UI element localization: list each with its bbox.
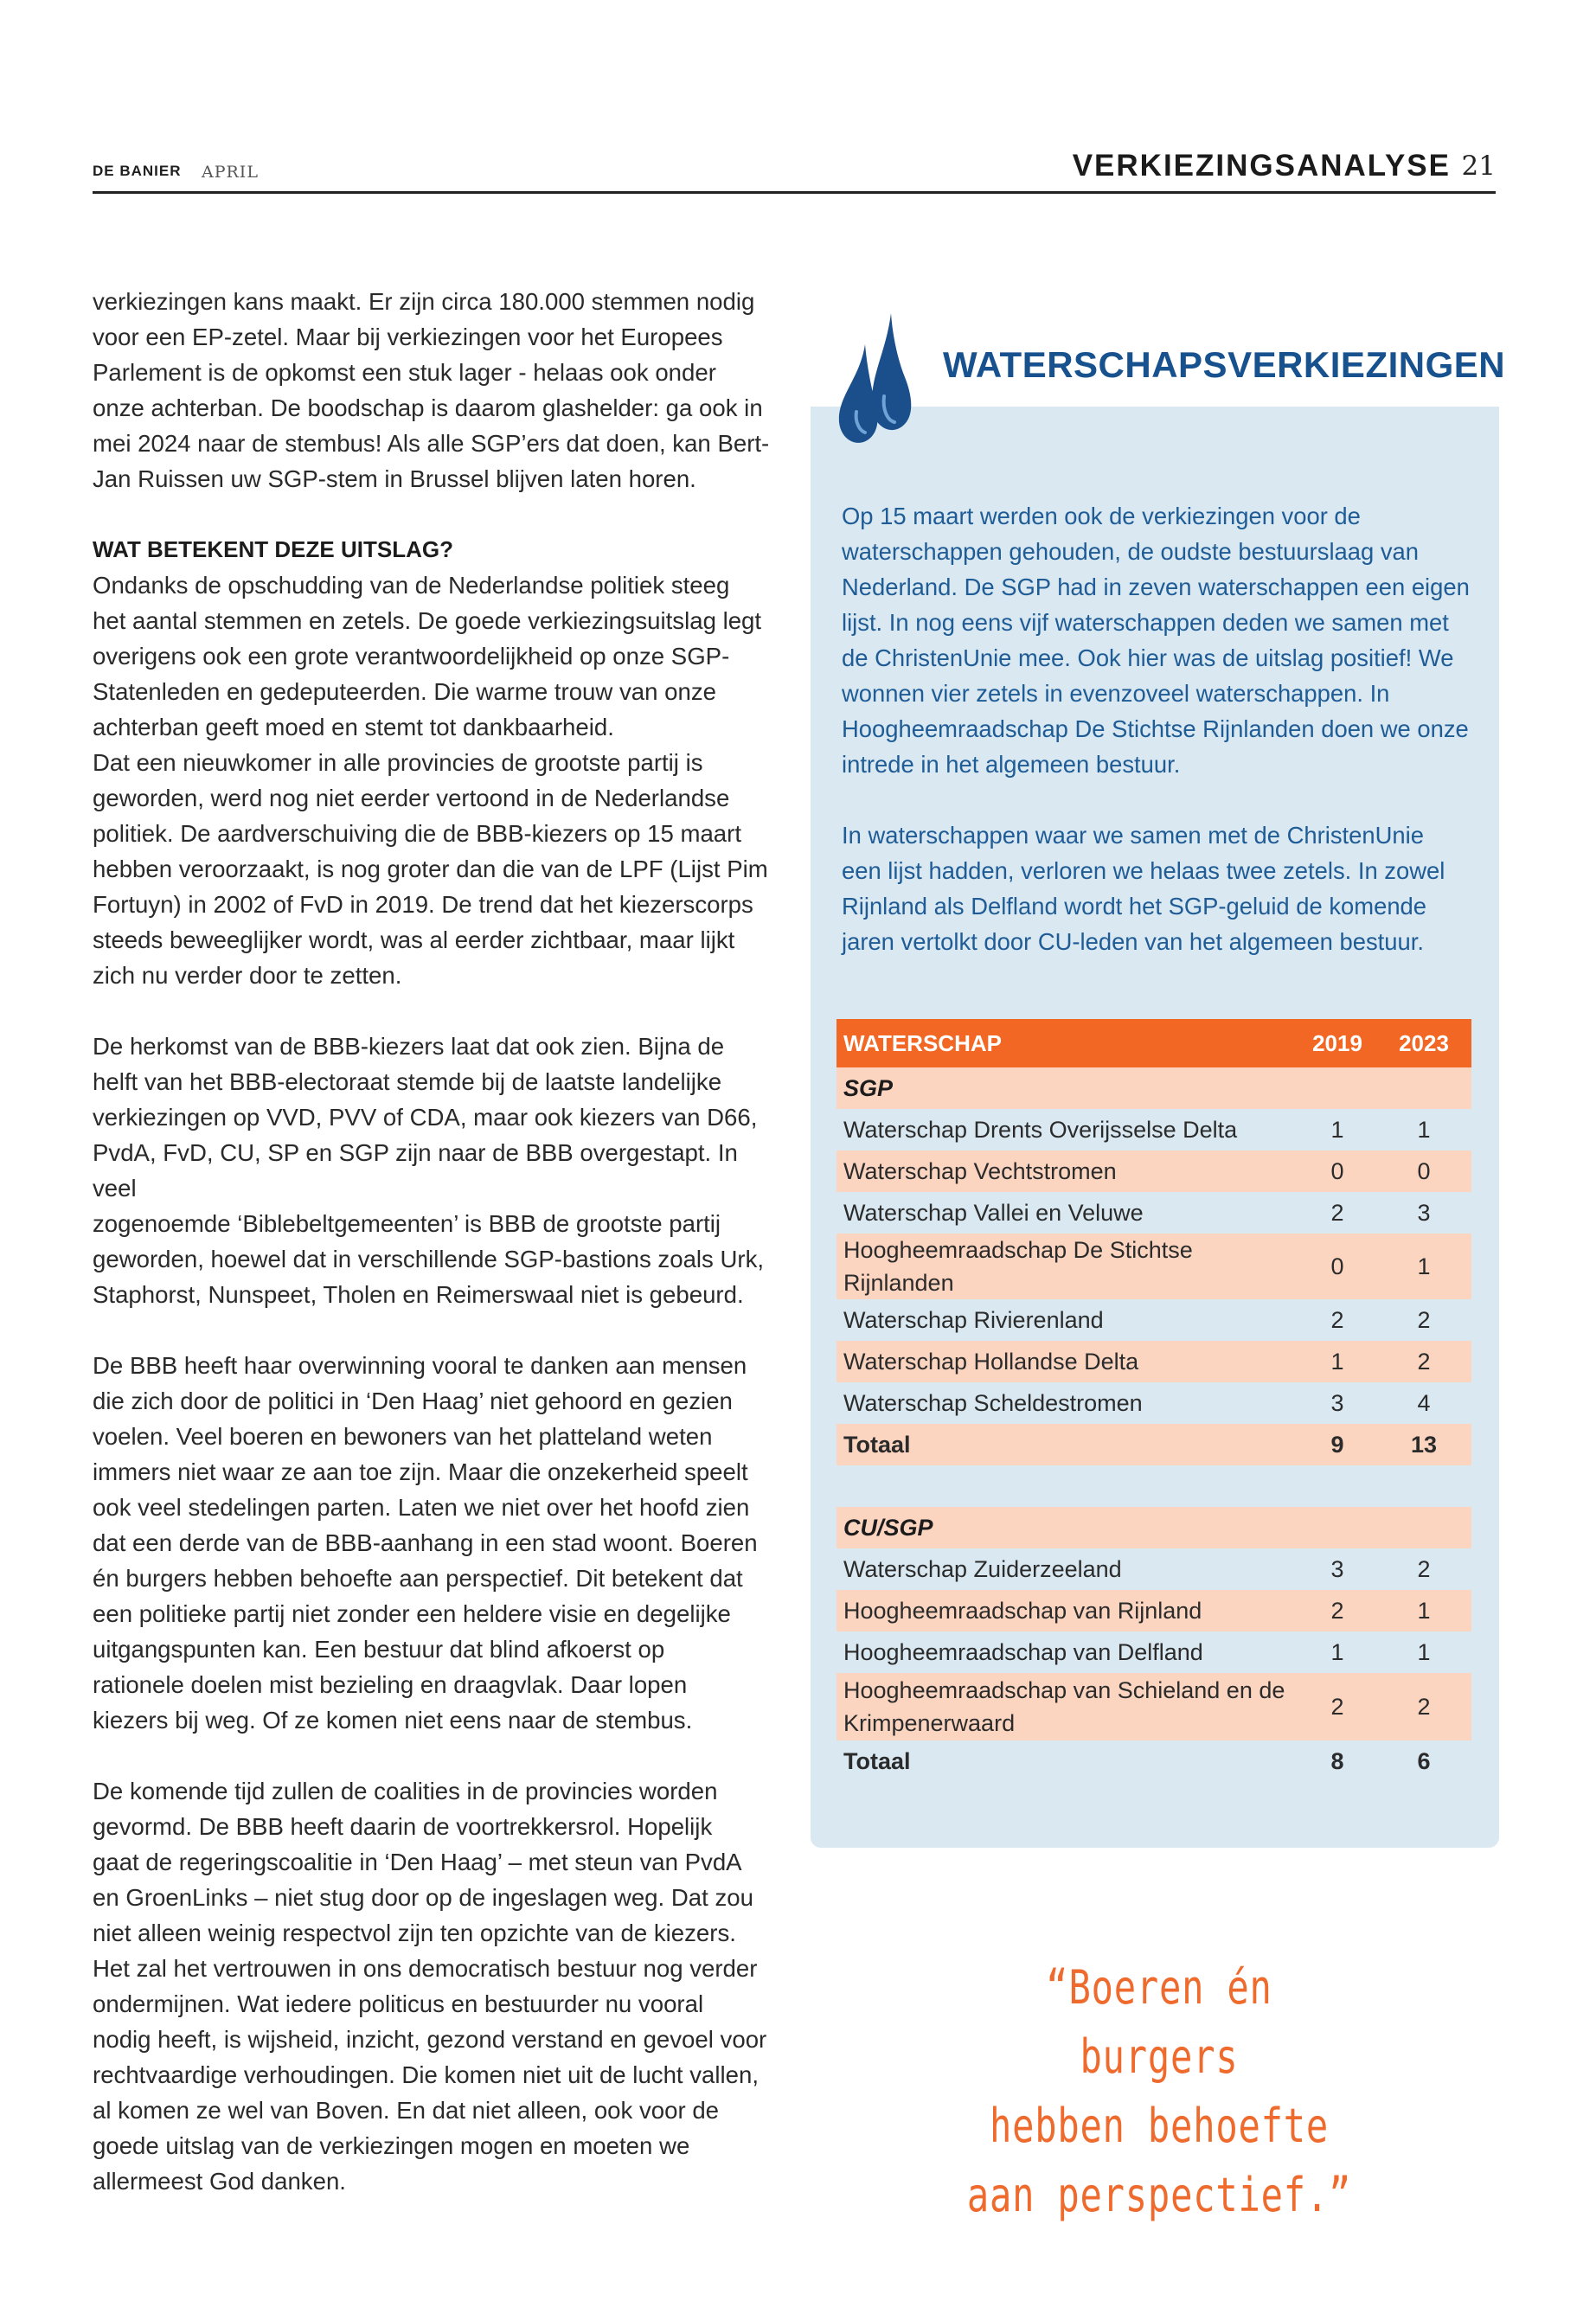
text-line: ook veel stedelingen parten. Laten we niet over het hoofd zien — [93, 1494, 750, 1521]
box-paragraph-1 — [842, 498, 1473, 782]
box-paragraph-2 — [842, 817, 1473, 959]
text-line: De komende tijd zullen de coalities in de provincies worden — [93, 1778, 718, 1804]
article-heading: WAT BETEKENT DEZE UITSLAG? — [93, 536, 453, 562]
text-line: voelen. Veel boeren en bewoners van het platteland weten — [93, 1423, 713, 1450]
table-header-row — [836, 1019, 1471, 1067]
row-2019: 0 — [1330, 1253, 1344, 1279]
text-line: lijst. In nog eens vijf waterschappen deden we samen met — [842, 609, 1449, 636]
issue-month: APRIL — [202, 163, 259, 182]
quote-line-3: aan perspectief.” — [966, 2168, 1352, 2222]
text-line: PvdA, FvD, CU, SP en SGP zijn naar de BBB overgestapt. In veel — [93, 1139, 738, 1202]
row-2019: 2 — [1330, 1693, 1344, 1720]
article-paragraph-1 — [93, 567, 785, 993]
table-row — [836, 1341, 1471, 1382]
text-line: nodig heeft, is wijsheid, inzicht, gezond verstand en gevoel voor — [93, 2026, 767, 2053]
text-line: verkiezingen op VVD, PVV of CDA, maar ook kiezers van D66, — [93, 1104, 758, 1131]
article-intro — [93, 284, 785, 497]
box-title: WATERSCHAPSVERKIEZINGEN — [943, 344, 1506, 385]
group-label-sgp — [836, 1067, 1471, 1109]
row-2023: 1 — [1417, 1116, 1431, 1143]
text-line: Het zal het vertrouwen in ons democratisch bestuur nog verder — [93, 1955, 758, 1982]
quote-line-2: hebben behoefte — [989, 2099, 1330, 2153]
text-line: kiezers bij weg. Of ze komen niet eens naar de stembus. — [93, 1707, 693, 1734]
row-2023: 2 — [1417, 1306, 1431, 1333]
quote-line-1: “Boeren én burgers — [1046, 1960, 1272, 2084]
row-name: Waterschap Vechtstromen — [843, 1158, 1117, 1184]
row-name: Hoogheemraadschap van Rijnland — [843, 1598, 1202, 1624]
text-line: Jan Ruissen uw SGP-stem in Brussel blijven laten horen. — [93, 465, 696, 492]
row-2019: 0 — [1330, 1157, 1344, 1184]
text-line: achterban geeft moed en stemt tot dankbaarheid. — [93, 714, 614, 740]
text-line: de ChristenUnie mee. Ook hier was de uitslag positief! We — [842, 644, 1454, 671]
text-line: onze achterban. De boodschap is daarom glashelder: ga ook in — [93, 394, 763, 421]
row-name: Hoogheemraadschap van Schieland en de Krimpenerwaard — [843, 1677, 1285, 1736]
row-2019: 2 — [1330, 1199, 1344, 1226]
text-line: politiek. De aardverschuiving die de BBB-kiezers op 15 maart — [93, 820, 742, 847]
text-line: Nederland. De SGP had in zeven waterschappen een eigen — [842, 574, 1470, 600]
row-2023: 2 — [1417, 1555, 1431, 1582]
row-name: Waterschap Rivierenland — [843, 1307, 1104, 1333]
table-row — [836, 1631, 1471, 1673]
row-2023: 1 — [1417, 1638, 1431, 1665]
row-2023: 2 — [1417, 1348, 1431, 1375]
row-name: Hoogheemraadschap van Delfland — [843, 1639, 1203, 1665]
text-line: jaren vertolkt door CU-leden van het algemeen bestuur. — [842, 928, 1424, 955]
box-text — [842, 498, 1473, 959]
total-label: Totaal — [843, 1748, 911, 1774]
text-line: allermeest God danken. — [93, 2168, 346, 2195]
text-line: al komen ze wel van Boven. En dat niet alleen, ook voor de — [93, 2097, 720, 2124]
row-2023: 1 — [1417, 1253, 1431, 1279]
text-line: die zich door de politici in ‘Den Haag’ niet gehoord en gezien — [93, 1388, 733, 1414]
text-line: De BBB heeft haar overwinning vooral te danken aan mensen — [93, 1352, 747, 1379]
total-label: Totaal — [843, 1432, 911, 1458]
text-line: Op 15 maart werden ook de verkiezingen voor de — [842, 503, 1361, 529]
text-line: zogenoemde ‘Biblebeltgemeenten’ is BBB de grootste partij — [93, 1210, 721, 1237]
text-line: steeds beweeglijker wordt, was al eerder zichtbaar, maar lijkt — [93, 926, 735, 953]
text-line: goede uitslag van de verkiezingen mogen en moeten we — [93, 2132, 690, 2159]
table-row — [836, 1192, 1471, 1234]
section-title: VERKIEZINGSANALYSE — [1072, 149, 1451, 183]
total-2023: 13 — [1410, 1431, 1438, 1458]
total-2019: 9 — [1330, 1431, 1344, 1458]
group-label-cusgp — [836, 1507, 1471, 1548]
article-paragraph-4 — [93, 1773, 785, 2199]
text-line: dat een derde van de BBB-aanhang in een stad woont. Boeren — [93, 1529, 758, 1556]
row-2019: 3 — [1330, 1389, 1344, 1416]
row-2023: 0 — [1417, 1157, 1431, 1184]
cusgp-rows — [836, 1548, 1471, 1740]
text-line: mei 2024 naar de stembus! Als alle SGP’ers dat doen, kan Bert- — [93, 430, 770, 457]
text-line: waterschappen gehouden, de oudste bestuurslaag van — [842, 538, 1420, 565]
row-2019: 2 — [1330, 1306, 1344, 1333]
text-line: helft van het BBB-electoraat stemde bij de laatste landelijke — [93, 1068, 722, 1095]
table-row — [836, 1234, 1471, 1299]
text-line: en GroenLinks – niet stug door op de ingeslagen weg. Dat zou — [93, 1884, 753, 1911]
page-header — [93, 145, 1496, 194]
text-line: geworden, werd nog niet eerder vertoond in de Nederlandse — [93, 785, 730, 811]
text-line: Dat een nieuwkomer in alle provincies de grootste partij is — [93, 749, 703, 776]
header-2019: 2019 — [1312, 1029, 1362, 1056]
row-name: Waterschap Vallei en Veluwe — [843, 1200, 1144, 1226]
table-row — [836, 1109, 1471, 1150]
text-line: overigens ook een grote verantwoordelijkheid op onze SGP- — [93, 643, 730, 670]
results-table — [836, 1019, 1471, 1782]
text-line: gevormd. De BBB heeft daarin de voortrekkersrol. Hopelijk — [93, 1813, 713, 1840]
row-name: Waterschap Zuiderzeeland — [843, 1556, 1122, 1582]
row-2023: 1 — [1417, 1597, 1431, 1624]
text-line: De herkomst van de BBB-kiezers laat dat ook zien. Bijna de — [93, 1033, 725, 1060]
text-line: intrede in het algemeen bestuur. — [842, 751, 1181, 778]
text-line: Staphorst, Nunspeet, Tholen en Reimerswaal niet is gebeurd. — [93, 1281, 744, 1308]
pull-quote — [957, 1953, 1362, 2230]
text-line: het aantal stemmen en zetels. De goede verkiezingsuitslag legt — [93, 607, 762, 634]
row-name: Hoogheemraadschap De Stichtse Rijnlanden — [843, 1237, 1193, 1296]
row-name: Waterschap Scheldestromen — [843, 1390, 1143, 1416]
text-line: niet alleen weinig respectvol zijn ten opzichte van de kiezers. — [93, 1920, 736, 1946]
magazine-brand: DE BANIER — [93, 163, 182, 179]
text-line: geworden, hoewel dat in verschillende SGP-bastions zoals Urk, — [93, 1246, 765, 1272]
text-line: Ondanks de opschudding van de Nederlandse politiek steeg — [93, 572, 730, 599]
row-2023: 4 — [1417, 1389, 1431, 1416]
text-line: gaat de regeringscoalitie in ‘Den Haag’ – met steun van PvdA — [93, 1849, 742, 1875]
cusgp-total-row — [836, 1740, 1471, 1782]
text-line: een politieke partij niet zonder een heldere visie en degelijke — [93, 1600, 731, 1627]
row-2019: 1 — [1330, 1348, 1344, 1375]
text-line: voor een EP-zetel. Maar bij verkiezingen voor het Europees — [93, 324, 723, 350]
table-row — [836, 1299, 1471, 1341]
row-2019: 2 — [1330, 1597, 1344, 1624]
row-2019: 3 — [1330, 1555, 1344, 1582]
row-2019: 1 — [1330, 1116, 1344, 1143]
row-2023: 3 — [1417, 1199, 1431, 1226]
text-line: wonnen vier zetels in evenzoveel waterschappen. In — [842, 680, 1390, 707]
header-2023: 2023 — [1399, 1029, 1449, 1056]
text-line: verkiezingen kans maakt. Er zijn circa 180.000 stemmen nodig — [93, 288, 755, 315]
sgp-rows — [836, 1109, 1471, 1424]
sgp-total-row — [836, 1424, 1471, 1465]
text-line: rechtvaardige verhoudingen. Die komen niet uit de lucht vallen, — [93, 2061, 760, 2088]
table-row — [836, 1382, 1471, 1424]
group-label-text: CU/SGP — [843, 1515, 933, 1541]
text-line: In waterschappen waar we samen met de ChristenUnie — [842, 822, 1424, 849]
text-line: Parlement is de opkomst een stuk lager - helaas ook onder — [93, 359, 716, 386]
row-2023: 2 — [1417, 1693, 1431, 1720]
article-body — [93, 284, 785, 2199]
row-name: Waterschap Drents Overijsselse Delta — [843, 1117, 1238, 1143]
total-2023: 6 — [1417, 1747, 1431, 1774]
row-2019: 1 — [1330, 1638, 1344, 1665]
text-line: zich nu verder door te zetten. — [93, 962, 402, 989]
text-line: én burgers hebben behoefte aan perspectief. Dit betekent dat — [93, 1565, 743, 1592]
text-line: ondermijnen. Wat iedere politicus en bestuurder nu vooral — [93, 1990, 704, 2017]
text-line: een lijst hadden, verloren we helaas twee zetels. In zowel — [842, 857, 1445, 884]
table-row — [836, 1150, 1471, 1192]
text-line: Hoogheemraadschap De Stichtse Rijnlanden doen we onze — [842, 715, 1469, 742]
page-number: 21 — [1461, 151, 1496, 182]
header-waterschap: WATERSCHAP — [843, 1030, 1002, 1056]
table-row — [836, 1548, 1471, 1590]
text-line: hebben veroorzaakt, is nog groter dan die van de LPF (Lijst Pim — [93, 856, 768, 882]
text-line: immers niet waar ze aan toe zijn. Maar die onzekerheid speelt — [93, 1458, 748, 1485]
text-line: Fortuyn) in 2002 of FvD in 2019. De trend dat het kiezerscorps — [93, 891, 753, 918]
group-label-text: SGP — [843, 1075, 894, 1101]
water-drops-icon — [830, 310, 927, 455]
total-2019: 8 — [1330, 1747, 1344, 1774]
text-line: uitgangspunten kan. Een bestuur dat blind afkoerst op — [93, 1636, 665, 1663]
article-paragraph-2 — [93, 1029, 785, 1312]
text-line: Statenleden en gedeputeerden. Die warme trouw van onze — [93, 678, 716, 705]
text-line: rationele doelen mist bezieling en draagvlak. Daar lopen — [93, 1671, 688, 1698]
row-name: Waterschap Hollandse Delta — [843, 1349, 1139, 1375]
table-row — [836, 1590, 1471, 1631]
article-paragraph-3 — [93, 1348, 785, 1738]
table-row — [836, 1673, 1471, 1740]
text-line: Rijnland als Delfland wordt het SGP-geluid de komende — [842, 893, 1427, 920]
